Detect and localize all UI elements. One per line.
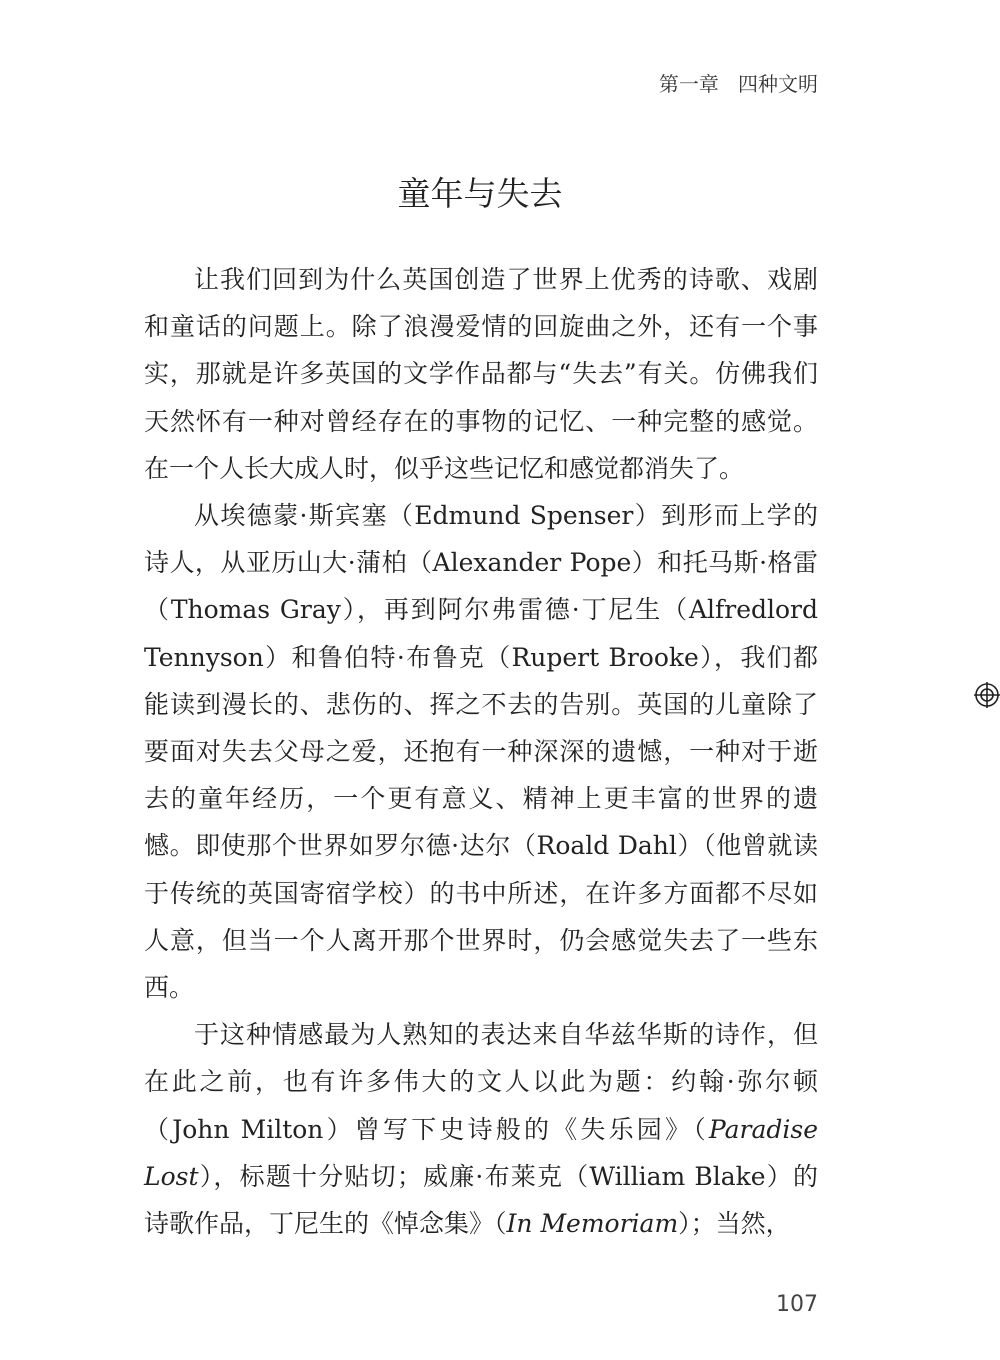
paragraph-3 xyxy=(144,1011,818,1247)
paragraph-text: 让我们回到为什么英国创造了世界上优秀的诗歌、戏剧和童话的问题上。除了浪漫爱情的回旋曲之外，还有一个事实，那就是许多英国的文学作品都与“失去”有关。仿佛我们天然怀有一种对曾经存在的事物的记忆、一种完整的感觉。在一个人长大成人时，似乎这些记忆和感觉都消失了。 xyxy=(144,265,818,483)
paragraph-text: 从埃德蒙·斯宾塞（Edmund Spenser）到形而上学的诗人，从亚历山大·蒲柏（Alexander Pope）和托马斯·格雷（Thomas Gray），再到阿尔弗雷德·丁尼生（Alfredlord Tennyson）和鲁伯特·布鲁克（Rupert Brooke），我们都能读到漫长的、悲伤的、挥之不去的告别。英国的儿童除了要面对失去父母之爱，还抱有一种深深的遗憾，一种对于逝去的童年经历，一个更有意义、精神上更丰富的世界的遗憾。即使那个世界如罗尔德·达尔（Roald Dahl）（他曾就读于传统的英国寄宿学校）的书中所述，在许多方面都不尽如人意，但当一个人离开那个世界时，仍会感觉失去了一些东西。 xyxy=(144,501,818,1003)
registration-mark-icon xyxy=(974,682,1000,708)
paragraph-text: ），标题十分贴切；威廉·布莱克（William Blake）的诗歌作品，丁尼生的《悼念集》（ xyxy=(144,1161,818,1239)
paragraph-1 xyxy=(144,256,818,492)
section-title: 童年与失去 xyxy=(397,174,563,213)
book-title-paradise-lost: Paradise Lost xyxy=(144,1114,818,1191)
book-title-in-memoriam: In Memoriam xyxy=(506,1209,679,1239)
paragraph-2 xyxy=(144,492,818,1011)
paragraph-text: 于这种情感最为人熟知的表达来自华兹华斯的诗作，但在此之前，也有许多伟大的文人以此为题：约翰·弥尔顿（John Milton）曾写下史诗般的《失乐园》（ xyxy=(144,1020,818,1144)
page-number: 107 xyxy=(776,1292,818,1317)
running-head: 第一章 四种文明 xyxy=(658,72,818,96)
body-text xyxy=(144,256,818,1247)
paragraph-text: ）；当然， xyxy=(678,1209,791,1239)
